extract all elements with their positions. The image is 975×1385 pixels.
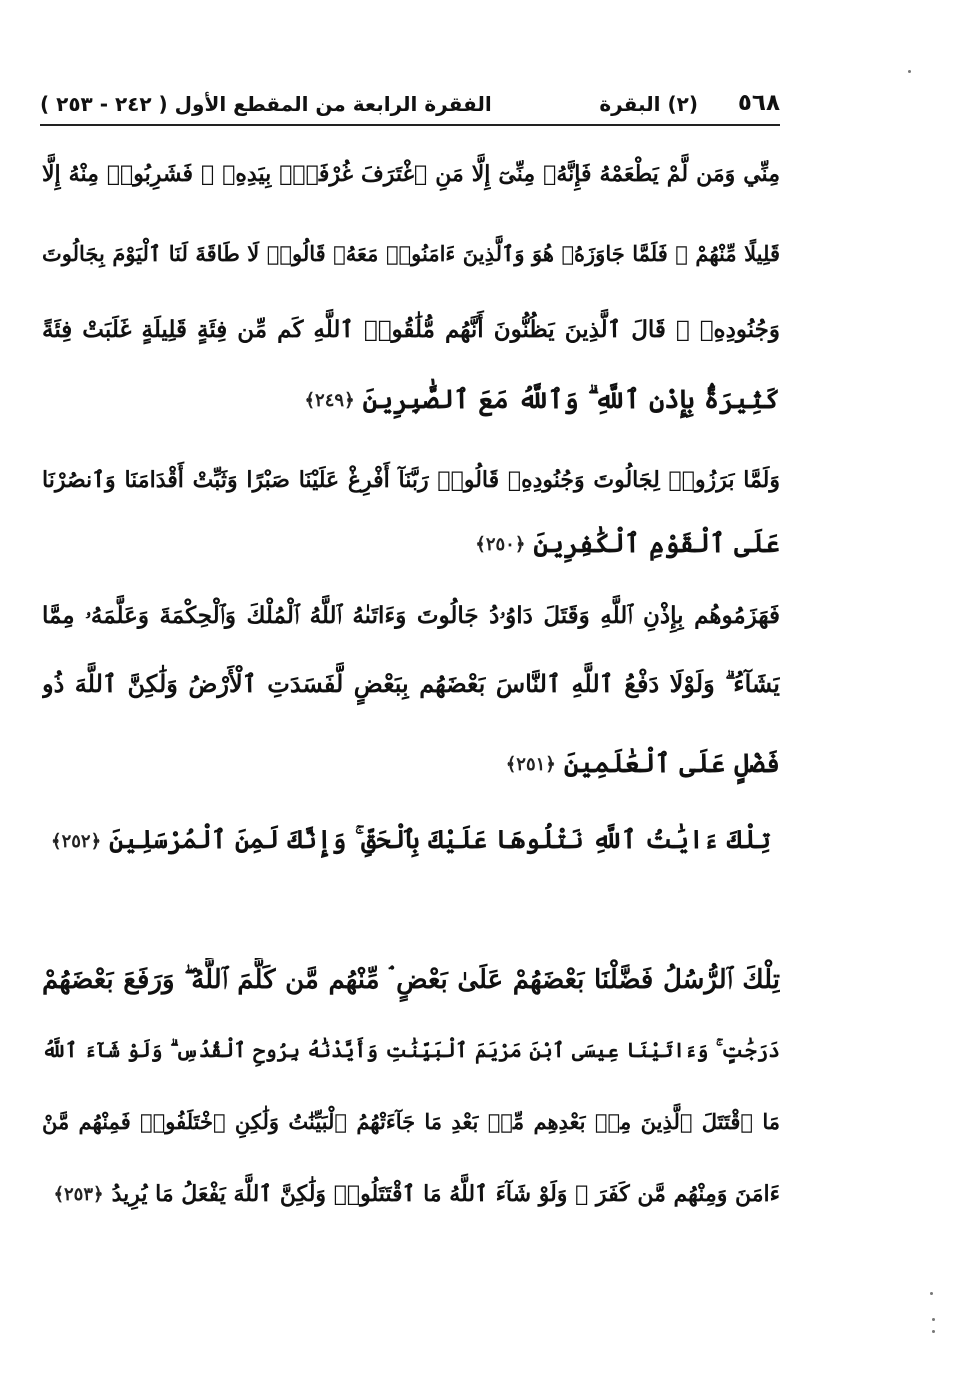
- scan-speck: [908, 70, 911, 73]
- verse-line: فَهَزَمُوهُم بِإِذْنِ ٱللَّهِ وَقَتَلَ دَاوُۥدُ جَالُوتَ وَءَاتَىٰهُ ٱللَّهُ ٱلْمُلْكَ وَٱلْحِكْمَةَ وَعَلَّمَهُۥ مِمَّا: [42, 602, 780, 629]
- verse-line: يَشَآءُ ۗ وَلَوْلَا دَفْعُ ٱللَّهِ ٱلنَّاسَ بَعْضَهُم بِبَعْضٍ لَّفَسَدَتِ ٱلْأَرْضُ وَلَٰكِنَّ ٱللَّهَ ذُو: [42, 669, 780, 698]
- verse-number: ٢٥٢: [61, 830, 91, 852]
- verse-line: دَرَجَٰتٍ ۚ وَءَاتَيْنَا عِيسَى ٱبْنَ مَرْيَمَ ٱلْبَيِّنَٰتِ وَأَيَّدْنَٰهُ بِرُوحِ ٱلْقُدُسِ ۗ وَلَوْ شَآءَ ٱللَّهُ: [42, 1038, 780, 1062]
- verse-line-final: [42, 522, 780, 568]
- surah-label: (٢) البقرة: [599, 92, 698, 116]
- verse-text: فَضْلٍ عَلَى ٱلْعَٰلَمِينَ: [563, 749, 780, 779]
- verse-line-final: [42, 1172, 780, 1218]
- verse-end-marker: ﴿٢٥٣﴾: [53, 1184, 104, 1205]
- verse-text: ءَامَنَ وَمِنْهُم مَّن كَفَرَ ۚ وَلَوْ شَآءَ ٱللَّهُ مَا ٱقْتَتَلُوا۟ وَلَٰكِنَّ ٱللَّهَ يَفْعَلُ مَا يُرِيدُ: [111, 1181, 780, 1207]
- verse-end-marker: ﴿٢٥١﴾: [505, 754, 556, 775]
- verse-line: وَجُنُودِهِۦ ۚ قَالَ ٱلَّذِينَ يَظُنُّونَ أَنَّهُم مُّلَٰقُوا۟ ٱللَّهِ كَم مِّن فِئَةٍ قَلِيلَةٍ غَلَبَتْ فِئَةً: [42, 316, 780, 343]
- verse-number: ٢٥١: [516, 754, 546, 775]
- verse-line-centered: [42, 818, 780, 864]
- scan-speck: [930, 1292, 933, 1295]
- scan-speck: [932, 1318, 935, 1321]
- verse-number: ٢٤٩: [315, 390, 345, 411]
- verse-text: عَلَى ٱلْقَوْمِ ٱلْكَٰفِرِينَ: [533, 529, 780, 559]
- verse-line: مَا ٱقْتَتَلَ ٱلَّذِينَ مِنۢ بَعْدِهِم مِّنۢ بَعْدِ مَا جَآءَتْهُمُ ٱلْبَيِّنَٰتُ وَلَٰكِنِ ٱخْتَلَفُوا۟ فَمِنْهُم مَّنْ: [42, 1109, 780, 1134]
- verse-line-final: [42, 378, 780, 424]
- verse-line: تِلْكَ ٱلرُّسُلُ فَضَّلْنَا بَعْضَهُمْ عَلَىٰ بَعْضٍ ۘ مِّنْهُم مَّن كَلَّمَ ٱللَّهُ ۖ وَرَفَعَ بَعْضَهُمْ: [42, 965, 780, 995]
- verse-number: ٢٥٣: [64, 1184, 94, 1205]
- verse-line: مِنِّي وَمَن لَّمْ يَطْعَمْهُ فَإِنَّهُۥ مِنِّىٓ إِلَّا مَنِ ٱغْتَرَفَ غُرْفَةًۢ بِيَدِهِۦ ۚ فَشَرِبُوا۟ مِنْهُ إِلَّا: [42, 161, 780, 187]
- header-divider: [40, 124, 780, 126]
- verse-line-final: [42, 742, 780, 788]
- verse-line: وَلَمَّا بَرَزُوا۟ لِجَالُوتَ وَجُنُودِهِۦ قَالُوا۟ رَبَّنَآ أَفْرِغْ عَلَيْنَا صَبْرًا وَثَبِّتْ أَقْدَامَنَا وَٱنصُرْنَا: [42, 467, 780, 493]
- section-label: الفقرة الرابعة من المقطع الأول ( ٢٤٢ - ٢٥٣ ): [40, 92, 492, 116]
- verse-number: ٢٥٠: [485, 534, 515, 555]
- verse-end-marker: ﴿٢٥٠﴾: [475, 534, 526, 555]
- verse-end-marker: ﴿٢٤٩﴾: [304, 390, 355, 411]
- page-number: ٥٦٨: [737, 90, 780, 116]
- scan-speck: [932, 1330, 935, 1333]
- verse-line: قَلِيلًا مِّنْهُمْ ۚ فَلَمَّا جَاوَزَهُۥ هُوَ وَٱلَّذِينَ ءَامَنُوا۟ مَعَهُۥ قَالُوا۟ لَا طَاقَةَ لَنَا ٱلْيَوْمَ بِجَالُوتَ: [42, 241, 780, 266]
- verse-text: تِلْكَ ءَايَٰتُ ٱللَّهِ نَتْلُوهَا عَلَيْكَ بِٱلْحَقِّ ۚ وَإِنَّكَ لَمِنَ ٱلْمُرْسَلِينَ: [109, 825, 771, 854]
- verse-end-marker: ﴿٢٥٢﴾: [51, 830, 102, 852]
- page-header: [40, 88, 780, 122]
- verse-text: كَثِيرَةًۢ بِإِذْنِ ٱللَّهِ ۗ وَٱللَّهُ مَعَ ٱلصَّٰبِرِينَ: [362, 385, 780, 415]
